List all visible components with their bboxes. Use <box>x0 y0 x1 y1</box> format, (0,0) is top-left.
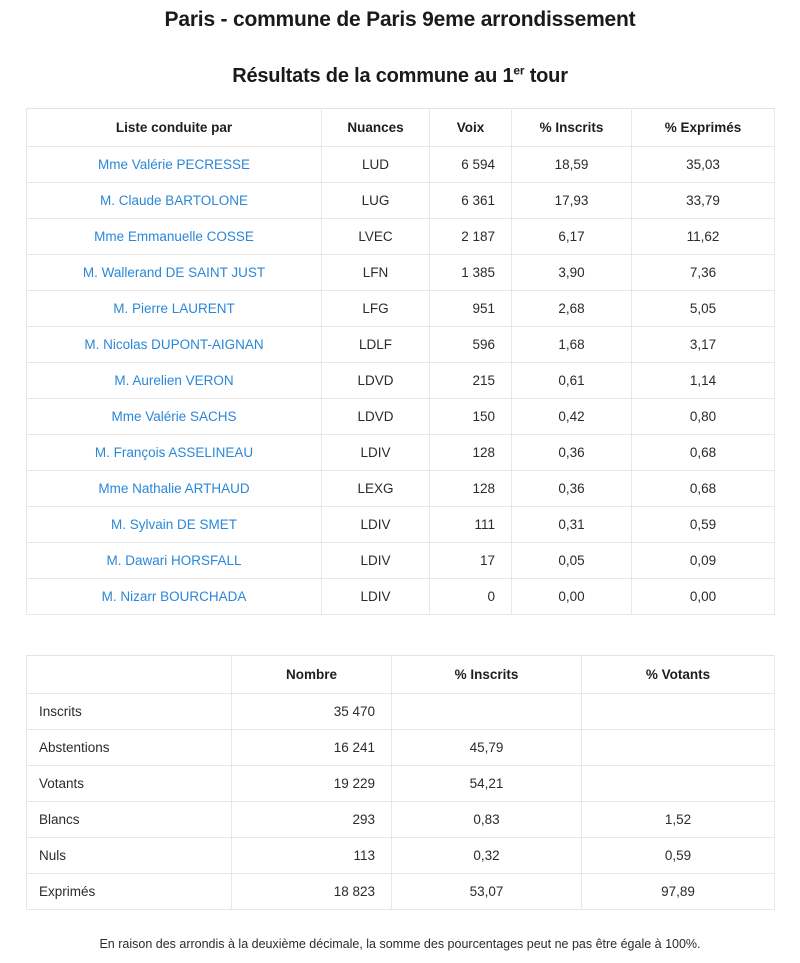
candidate-link[interactable]: M. François ASSELINEAU <box>27 435 322 471</box>
pct-exprimes-value: 0,00 <box>632 579 775 615</box>
table-row <box>27 327 775 363</box>
nuance-code: LUD <box>322 147 430 183</box>
column-header-nombre: Nombre <box>232 656 392 694</box>
column-header-pct-exprimes: % Exprimés <box>632 109 775 147</box>
votes-count: 6 594 <box>430 147 512 183</box>
table-row <box>27 219 775 255</box>
pct-inscrits-value: 0,36 <box>512 435 632 471</box>
summary-nombre-value: 113 <box>232 838 392 874</box>
votes-count: 111 <box>430 507 512 543</box>
pct-exprimes-value: 5,05 <box>632 291 775 327</box>
nuance-code: LDIV <box>322 543 430 579</box>
table-row <box>27 579 775 615</box>
summary-row-label: Votants <box>27 766 232 802</box>
summary-pct-votants <box>582 730 775 766</box>
summary-pct-votants <box>582 766 775 802</box>
pct-exprimes-value: 35,03 <box>632 147 775 183</box>
pct-inscrits-value: 0,05 <box>512 543 632 579</box>
summary-pct-votants: 1,52 <box>582 802 775 838</box>
column-header-summary-pct-inscrits: % Inscrits <box>392 656 582 694</box>
candidate-link[interactable]: Mme Emmanuelle COSSE <box>27 219 322 255</box>
results-table-container <box>26 89 774 615</box>
summary-pct-inscrits <box>392 694 582 730</box>
column-header-pct-inscrits: % Inscrits <box>512 109 632 147</box>
summary-pct-inscrits: 53,07 <box>392 874 582 910</box>
subtitle-prefix: Résultats de la commune au 1 <box>232 65 514 87</box>
page-title: Paris - commune de Paris 9eme arrondissement <box>164 8 636 31</box>
summary-pct-votants: 0,59 <box>582 838 775 874</box>
summary-row-label: Inscrits <box>27 694 232 730</box>
summary-pct-inscrits: 0,32 <box>392 838 582 874</box>
pct-exprimes-value: 7,36 <box>632 255 775 291</box>
results-table <box>26 108 775 615</box>
candidate-link[interactable]: M. Pierre LAURENT <box>27 291 322 327</box>
nuance-code: LDIV <box>322 579 430 615</box>
votes-count: 0 <box>430 579 512 615</box>
table-row <box>27 147 775 183</box>
votes-count: 951 <box>430 291 512 327</box>
column-header-summary-label <box>27 656 232 694</box>
candidate-link[interactable]: M. Wallerand DE SAINT JUST <box>27 255 322 291</box>
summary-table-container <box>26 655 774 910</box>
subtitle-suffix: tour <box>524 65 568 87</box>
summary-nombre-value: 35 470 <box>232 694 392 730</box>
table-row <box>27 802 775 838</box>
pct-exprimes-value: 0,09 <box>632 543 775 579</box>
table-spacer <box>0 615 800 655</box>
summary-pct-inscrits: 45,79 <box>392 730 582 766</box>
table-row <box>27 694 775 730</box>
column-header-voix: Voix <box>430 109 512 147</box>
pct-inscrits-value: 3,90 <box>512 255 632 291</box>
summary-row-label: Blancs <box>27 802 232 838</box>
pct-inscrits-value: 0,31 <box>512 507 632 543</box>
votes-count: 1 385 <box>430 255 512 291</box>
table-row <box>27 507 775 543</box>
pct-inscrits-value: 0,36 <box>512 471 632 507</box>
candidate-link[interactable]: M. Claude BARTOLONE <box>27 183 322 219</box>
summary-row-label: Exprimés <box>27 874 232 910</box>
summary-table-header-row <box>27 656 775 694</box>
pct-exprimes-value: 0,80 <box>632 399 775 435</box>
votes-count: 6 361 <box>430 183 512 219</box>
candidate-link[interactable]: M. Nicolas DUPONT-AIGNAN <box>27 327 322 363</box>
candidate-link[interactable]: M. Nizarr BOURCHADA <box>27 579 322 615</box>
table-row <box>27 838 775 874</box>
nuance-code: LDLF <box>322 327 430 363</box>
nuance-code: LDVD <box>322 363 430 399</box>
summary-row-label: Nuls <box>27 838 232 874</box>
table-row <box>27 471 775 507</box>
votes-count: 128 <box>430 435 512 471</box>
summary-nombre-value: 293 <box>232 802 392 838</box>
nuance-code: LDIV <box>322 507 430 543</box>
pct-inscrits-value: 1,68 <box>512 327 632 363</box>
results-table-header-row <box>27 109 775 147</box>
rounding-footnote: En raison des arrondis à la deuxième décimale, la somme des pourcentages peut ne pas être égale à 100%. <box>99 937 701 951</box>
pct-exprimes-value: 11,62 <box>632 219 775 255</box>
pct-exprimes-value: 33,79 <box>632 183 775 219</box>
nuance-code: LFG <box>322 291 430 327</box>
table-row <box>27 874 775 910</box>
table-row <box>27 543 775 579</box>
pct-inscrits-value: 2,68 <box>512 291 632 327</box>
summary-pct-votants: 97,89 <box>582 874 775 910</box>
table-row <box>27 183 775 219</box>
candidate-link[interactable]: M. Sylvain DE SMET <box>27 507 322 543</box>
votes-count: 128 <box>430 471 512 507</box>
column-header-pct-votants: % Votants <box>582 656 775 694</box>
table-row <box>27 363 775 399</box>
summary-pct-inscrits: 0,83 <box>392 802 582 838</box>
pct-exprimes-value: 3,17 <box>632 327 775 363</box>
nuance-code: LDIV <box>322 435 430 471</box>
summary-table <box>26 655 775 910</box>
pct-inscrits-value: 0,00 <box>512 579 632 615</box>
table-row <box>27 399 775 435</box>
candidate-link[interactable]: M. Aurelien VERON <box>27 363 322 399</box>
nuance-code: LFN <box>322 255 430 291</box>
summary-row-label: Abstentions <box>27 730 232 766</box>
candidate-link[interactable]: Mme Nathalie ARTHAUD <box>27 471 322 507</box>
pct-inscrits-value: 17,93 <box>512 183 632 219</box>
column-header-liste-conduite-par: Liste conduite par <box>27 109 322 147</box>
pct-exprimes-value: 0,68 <box>632 471 775 507</box>
nuance-code: LUG <box>322 183 430 219</box>
summary-nombre-value: 16 241 <box>232 730 392 766</box>
pct-inscrits-value: 6,17 <box>512 219 632 255</box>
summary-pct-votants <box>582 694 775 730</box>
table-row <box>27 730 775 766</box>
table-row <box>27 255 775 291</box>
pct-exprimes-value: 0,59 <box>632 507 775 543</box>
pct-exprimes-value: 1,14 <box>632 363 775 399</box>
candidate-link[interactable]: M. Dawari HORSFALL <box>27 543 322 579</box>
summary-pct-inscrits: 54,21 <box>392 766 582 802</box>
votes-count: 2 187 <box>430 219 512 255</box>
nuance-code: LEXG <box>322 471 430 507</box>
votes-count: 150 <box>430 399 512 435</box>
table-row <box>27 435 775 471</box>
pct-exprimes-value: 0,68 <box>632 435 775 471</box>
pct-inscrits-value: 0,61 <box>512 363 632 399</box>
pct-inscrits-value: 0,42 <box>512 399 632 435</box>
page-subtitle <box>0 33 800 89</box>
votes-count: 215 <box>430 363 512 399</box>
column-header-nuances: Nuances <box>322 109 430 147</box>
subtitle-ordinal-suffix: er <box>513 63 525 78</box>
table-row <box>27 766 775 802</box>
table-row <box>27 291 775 327</box>
votes-count: 17 <box>430 543 512 579</box>
summary-nombre-value: 18 823 <box>232 874 392 910</box>
pct-inscrits-value: 18,59 <box>512 147 632 183</box>
candidate-link[interactable]: Mme Valérie SACHS <box>27 399 322 435</box>
votes-count: 596 <box>430 327 512 363</box>
summary-nombre-value: 19 229 <box>232 766 392 802</box>
candidate-link[interactable]: Mme Valérie PECRESSE <box>27 147 322 183</box>
nuance-code: LVEC <box>322 219 430 255</box>
nuance-code: LDVD <box>322 399 430 435</box>
